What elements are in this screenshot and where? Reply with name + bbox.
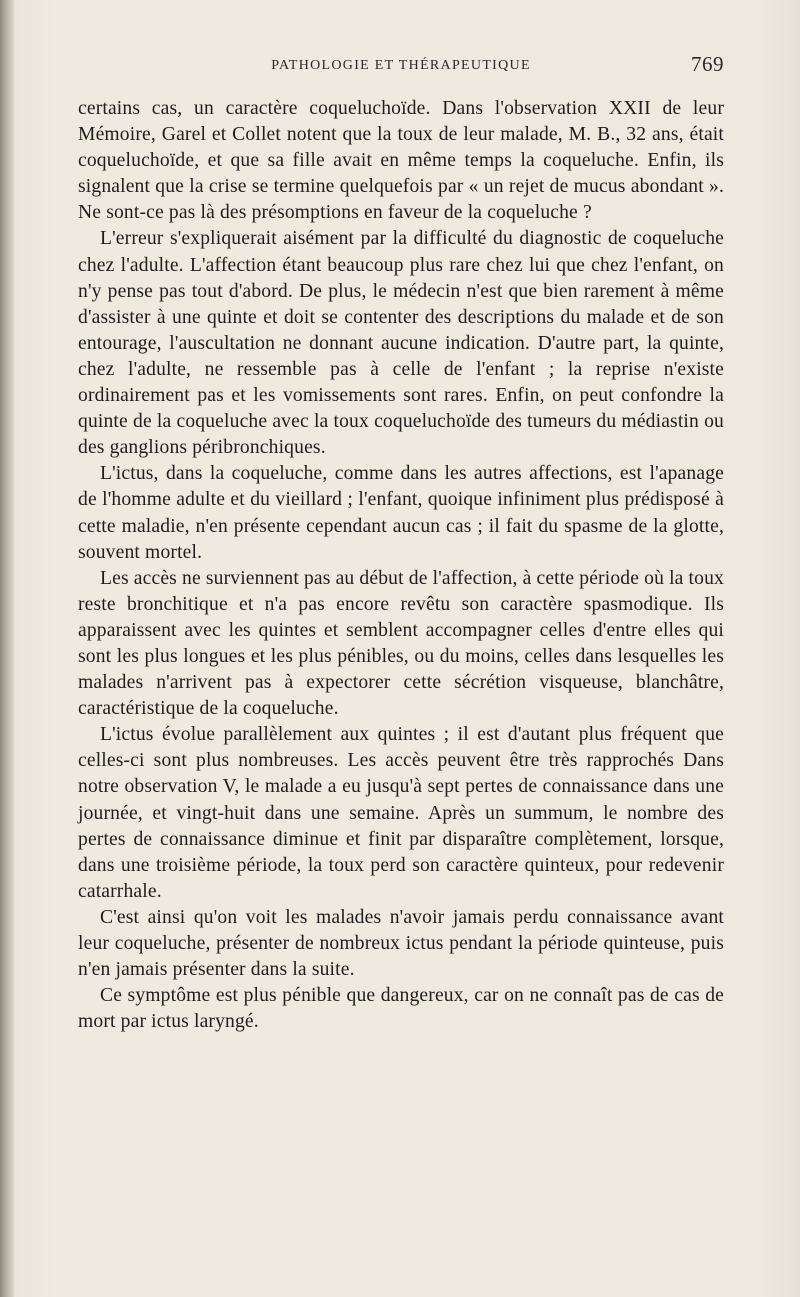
paragraph-evolution: L'ictus évolue parallèlement aux quintes ; il est d'autant plus fréquent que celles-ci sont plus nombreuses. Les accès peuvent être très rapprochés Dans notre observation V, le malade a eu jusqu'à sept pertes de connaissance dans une journée, et vingt-huit dans une semaine. Après un summum, le nombre des pertes de connaissance diminue et finit par disparaître complètement, lorsque, dans une troisième période, la toux perd son caractère quinteux, pour redevenir catarrhale. [78, 724, 724, 902]
page-number: 769 [691, 52, 724, 76]
paragraph-acces: Les accès ne surviennent pas au début de l'affection, à cette période où la toux reste bronchitique et n'a pas encore revêtu son caractère spasmodique. Ils apparaissent avec les quintes et semblent accompagner celles d'entre elles qui sont les plus longues et les plus pénibles, ou du moins, celles dans lesquelles les malades n'arrivent pas à expectorer cette sécrétion visqueuse, blanchâtre, caractéristique de la coqueluche. [78, 567, 724, 720]
page-binding-edge [0, 0, 14, 1297]
page-header [78, 50, 724, 80]
paragraph-quinteuse: C'est ainsi qu'on voit les malades n'avoir jamais perdu connaissance avant leur coqueluche, présenter de nombreux ictus pendant la période quinteuse, puis n'en jamais présenter dans la suite. [78, 906, 724, 981]
paragraph-conclusion: Ce symptôme est plus pénible que dangereux, car on ne connaît pas de cas de mort par ictus laryngé. [78, 985, 724, 1033]
paragraph-diagnosis: L'erreur s'expliquerait aisément par la difficulté du diagnostic de coqueluche chez l'adulte. L'affection étant beaucoup plus rare chez lui que chez l'enfant, on n'y pense pas tout d'abord. De plus, le médecin n'est que bien rarement à même d'assister à une quinte et doit se contenter des descriptions du malade et de son entourage, l'auscultation ne donnant aucune indication. D'autre part, la quinte, chez l'adulte, ne ressemble pas à celle de l'enfant ; la reprise n'existe ordinairement pas et les vomissements sont rares. Enfin, on peut confondre la quinte de la coqueluche avec la toux coqueluchoïde des tumeurs du médiastin ou des ganglions péribronchiques. [78, 228, 724, 459]
paragraph-ictus-adult: L'ictus, dans la coqueluche, comme dans les autres affections, est l'apanage de l'homme adulte et du vieillard ; l'enfant, quoique infiniment plus prédisposé à cette maladie, n'en présente cependant aucun cas ; il fait du spasme de la glotte, souvent mortel. [78, 463, 724, 563]
paragraph-continuation: certains cas, un caractère coqueluchoïde. Dans l'observation XXII de leur Mémoire, Garel et Collet notent que la toux de leur malade, M. B., 32 ans, était coqueluchoïde, et que sa fille avait en même temps la coqueluche. Enfin, ils signalent que la crise se termine quelquefois par « un rejet de mucus abondant ». Ne sont-ce pas là des présomptions en faveur de la coqueluche ? [78, 98, 724, 224]
body-text [78, 96, 724, 1035]
running-head: PATHOLOGIE ET THÉRAPEUTIQUE [271, 58, 531, 73]
